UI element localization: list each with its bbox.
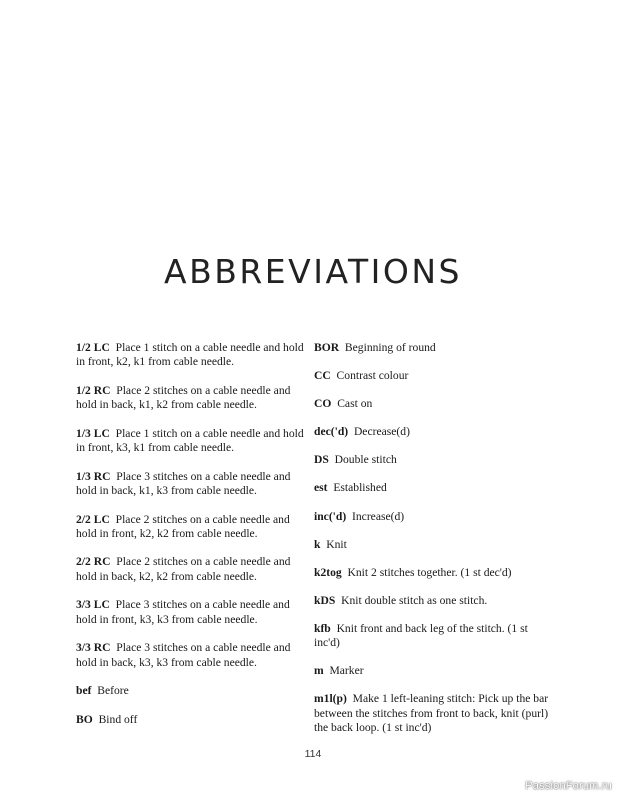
abbreviation-term: BOR [314,341,340,354]
abbreviation-term: est [314,481,328,495]
watermark: PassionForum.ru [525,780,612,792]
abbreviation-term: CO [314,397,332,411]
abbreviation-term: inc('d) [314,509,347,523]
abbreviation-definition: Knit front and back leg of the stitch. (1 st inc'd) [314,621,528,650]
page-title: ABBREVIATIONS [164,252,462,291]
abbreviation-entry [314,369,554,383]
abbreviation-entry [314,692,554,735]
abbreviation-term: m1l(p) [314,692,347,706]
abbreviation-entry [76,470,304,499]
abbreviation-term: BO [76,712,93,726]
abbreviation-definition: Place 2 stitches on a cable needle and hold in back, k1, k2 from cable needle. [76,383,291,412]
abbreviation-term: kDS [314,593,336,607]
abbreviation-entry [314,510,554,524]
abbreviation-term: k [314,537,321,551]
abbreviation-entry [76,641,304,670]
abbreviation-entry [76,713,304,727]
abbreviation-definition: Beginning of round [344,341,436,354]
abbreviation-definition: Place 1 stitch on a cable needle and hold in front, k3, k1 from cable needle. [76,426,304,455]
abbreviation-definition: Contrast colour [336,369,409,383]
abbreviation-definition: Place 3 stitches on a cable needle and hold in back, k3, k3 from cable needle. [76,641,291,669]
abbreviation-entry [76,598,304,627]
abbreviation-term: 2/2 RC [76,555,111,569]
abbreviation-term: 2/2 LC [76,512,110,526]
abbreviation-definition: Decrease(d) [353,425,410,439]
abbreviation-entry [314,622,554,651]
abbreviation-entry [314,538,554,552]
abbreviation-definition: Cast on [337,397,373,411]
abbreviations-left-column [76,341,304,741]
abbreviation-definition: Before [97,684,129,698]
abbreviation-entry [76,384,304,413]
abbreviations-right-column [314,341,554,749]
abbreviation-term: 3/3 RC [76,641,111,655]
abbreviation-definition: Established [333,481,387,495]
abbreviation-term: 3/3 LC [76,598,110,612]
abbreviation-definition: Bind off [98,712,138,726]
abbreviation-entry [314,566,554,580]
abbreviation-term: 1/2 RC [76,383,111,397]
abbreviation-term: m [314,664,324,678]
abbreviation-entry [314,453,554,467]
abbreviation-entry [314,594,554,608]
abbreviation-term: CC [314,369,331,383]
abbreviation-definition: Place 3 stitches on a cable needle and hold in front, k3, k3 from cable needle. [76,598,290,626]
abbreviation-entry [76,555,304,584]
abbreviation-entry [76,513,304,542]
abbreviation-entry [314,664,554,678]
abbreviation-entry [314,397,554,411]
page-number: 114 [304,748,322,760]
abbreviation-term: 1/2 LC [76,341,110,354]
abbreviation-definition: Knit double stitch as one stitch. [341,593,488,607]
abbreviation-entry [76,684,304,698]
abbreviation-entry [314,341,554,355]
abbreviation-definition: Place 1 stitch on a cable needle and hold in front, k2, k1 from cable needle. [76,341,304,369]
abbreviation-entry [314,481,554,495]
abbreviation-definition: Place 2 stitches on a cable needle and hold in back, k2, k2 from cable needle. [76,555,291,583]
abbreviation-definition: Increase(d) [352,509,405,523]
abbreviation-definition: Make 1 left-leaning stitch: Pick up the bar between the stitches from front to back, knit (purl) the back loop. (1 st inc'd) [314,692,549,735]
abbreviation-term: dec('d) [314,425,349,439]
abbreviation-entry [76,341,304,370]
abbreviation-term: 1/3 RC [76,469,111,483]
abbreviation-definition: Place 3 stitches on a cable needle and hold in back, k1, k3 from cable needle. [76,469,291,497]
abbreviation-entry [314,425,554,439]
abbreviation-term: bef [76,684,92,698]
abbreviation-term: 1/3 LC [76,426,110,440]
abbreviation-term: k2tog [314,565,342,579]
abbreviation-definition: Marker [329,664,364,678]
abbreviation-term: DS [314,453,329,467]
abbreviation-definition: Place 2 stitches on a cable needle and hold in front, k2, k2 from cable needle. [76,512,290,540]
abbreviation-term: kfb [314,621,331,635]
abbreviation-entry [76,427,304,456]
abbreviation-definition: Knit [326,537,347,551]
abbreviation-definition: Knit 2 stitches together. (1 st dec'd) [347,565,512,579]
abbreviation-definition: Double stitch [334,453,397,467]
